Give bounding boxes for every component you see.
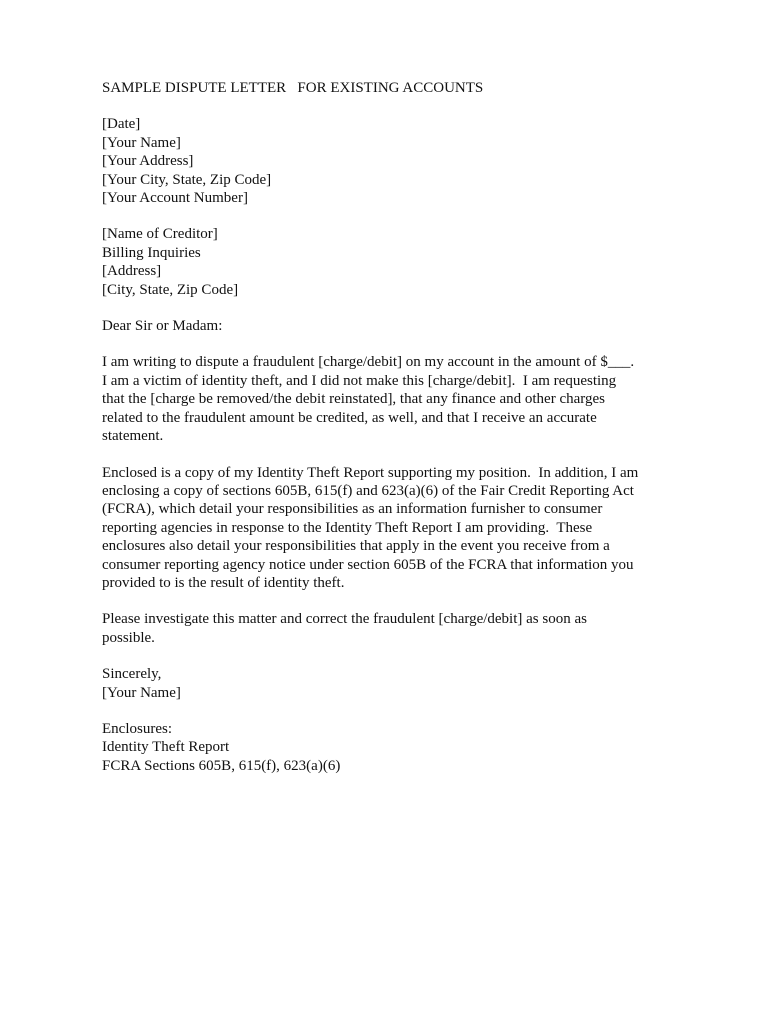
sender-address-block xyxy=(102,115,682,207)
paragraph-line: that the [charge be removed/the debit reinstated], that any finance and other charges xyxy=(102,391,605,408)
creditor-name: [Name of Creditor] xyxy=(102,226,218,243)
paragraph-line: Enclosed is a copy of my Identity Theft Report supporting my position. In addition, I am xyxy=(102,464,639,481)
paragraph-line: reporting agencies in response to the Identity Theft Report I am providing. These xyxy=(102,519,593,536)
paragraph-line: Please investigate this matter and correct the fraudulent [charge/debit] as soon as xyxy=(102,611,587,628)
closing-signature-name: [Your Name] xyxy=(102,684,181,701)
creditor-address: [Address] xyxy=(102,263,162,280)
document-title: SAMPLE DISPUTE LETTER FOR EXISTING ACCOUNTS xyxy=(102,80,484,96)
paragraph-enclosed xyxy=(102,464,682,593)
enclosure-item: FCRA Sections 605B, 615(f), 623(a)(6) xyxy=(102,757,341,774)
paragraph-request xyxy=(102,610,682,647)
paragraph-line: possible. xyxy=(102,629,155,646)
paragraph-dispute xyxy=(102,353,682,445)
enclosures-block xyxy=(102,720,682,775)
sender-name: [Your Name] xyxy=(102,134,181,151)
paragraph-line: enclosures also detail your responsibilities that apply in the event you receive from a xyxy=(102,538,610,555)
paragraph-line: provided to is the result of identity theft. xyxy=(102,574,345,591)
paragraph-line: statement. xyxy=(102,428,164,445)
enclosure-item: Identity Theft Report xyxy=(102,739,230,756)
creditor-city-state-zip: [City, State, Zip Code] xyxy=(102,281,239,298)
paragraph-line: I am writing to dispute a fraudulent [charge/debit] on my account in the amount of $___. xyxy=(102,354,635,371)
paragraph-line: consumer reporting agency notice under section 605B of the FCRA that information you xyxy=(102,556,634,573)
paragraph-line: (FCRA), which detail your responsibilities as an information furnisher to consumer xyxy=(102,501,603,518)
recipient-address-block xyxy=(102,225,682,299)
closing-sincerely: Sincerely, xyxy=(102,666,162,683)
paragraph-line: related to the fraudulent amount be credited, as well, and that I receive an accurate xyxy=(102,409,597,426)
closing-block xyxy=(102,665,682,702)
sender-date: [Date] xyxy=(102,116,141,133)
sender-address: [Your Address] xyxy=(102,153,194,170)
sender-city-state-zip: [Your City, State, Zip Code] xyxy=(102,171,272,188)
enclosures-heading: Enclosures: xyxy=(102,720,172,737)
paragraph-line: enclosing a copy of sections 605B, 615(f) and 623(a)(6) of the Fair Credit Reporting Act xyxy=(102,482,634,499)
letter-content xyxy=(102,79,682,793)
salutation: Dear Sir or Madam: xyxy=(102,318,223,335)
sender-account-number: [Your Account Number] xyxy=(102,190,248,207)
paragraph-line: I am a victim of identity theft, and I did not make this [charge/debit]. I am requesting xyxy=(102,372,617,389)
billing-inquiries: Billing Inquiries xyxy=(102,244,201,261)
